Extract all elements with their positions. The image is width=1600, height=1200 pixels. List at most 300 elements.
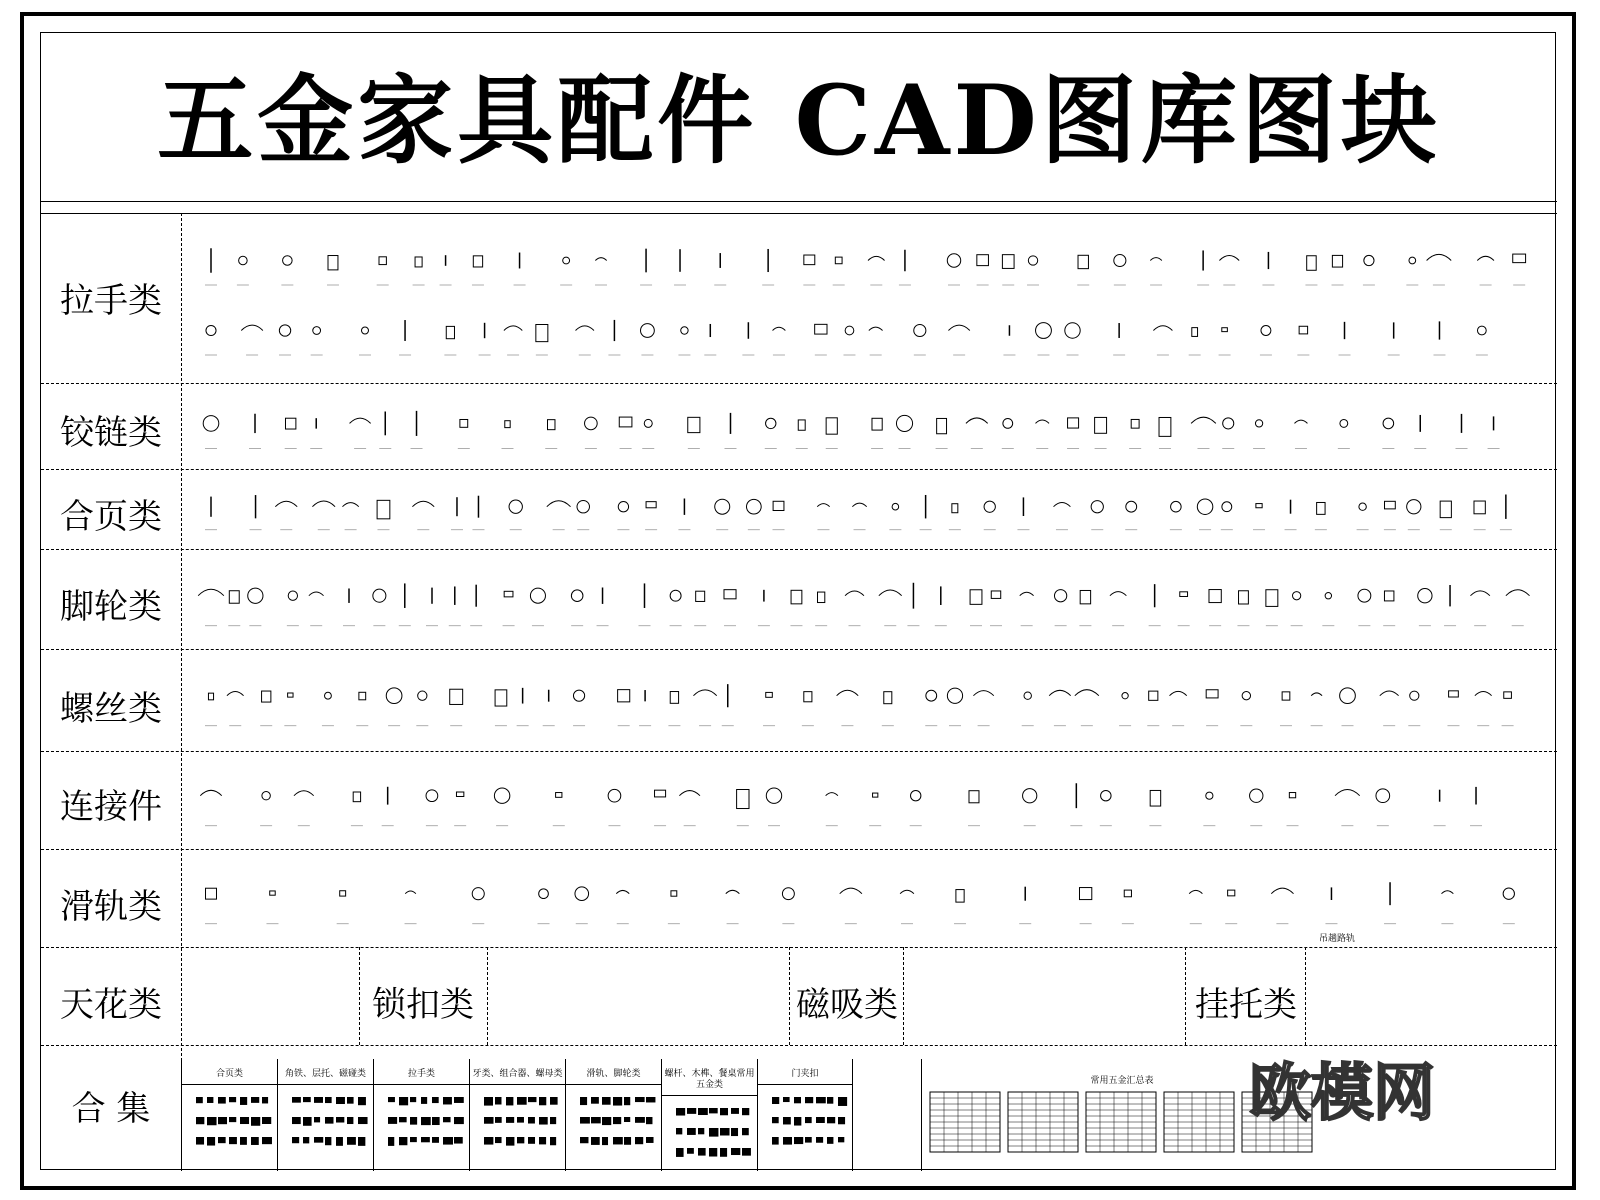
cad-symbol: [1153, 326, 1172, 331]
cad-symbol: [1325, 593, 1331, 599]
cad-symbol: [218, 1097, 226, 1104]
cad-symbol: [1209, 590, 1221, 603]
cad-symbol: [283, 256, 293, 266]
cad-symbol: [1054, 502, 1071, 506]
summary-table-title: 常用五金汇总表: [1090, 1076, 1154, 1086]
cad-symbol: [845, 591, 864, 596]
category-hangers: 挂托类: [1195, 985, 1297, 1025]
cad-symbol: [873, 793, 878, 797]
row-divider: [41, 947, 1557, 948]
cad-symbol: [262, 1137, 272, 1144]
cad-symbol: [1256, 504, 1262, 508]
row-divider: [41, 849, 1557, 850]
cad-symbol: [726, 890, 740, 893]
cad-symbol: [412, 501, 434, 506]
cad-symbol: [495, 1097, 502, 1105]
sub-divider: [903, 947, 904, 1045]
cad-symbol: [325, 692, 332, 699]
cad-symbol: [1020, 592, 1034, 595]
cad-symbol: [1477, 326, 1486, 335]
cad-symbol: [550, 1097, 558, 1105]
cad-symbol: [1506, 590, 1530, 596]
card-title: 螺杆、木榫、餐桌常用五金类: [664, 1069, 755, 1090]
cad-symbol: [1359, 503, 1366, 510]
cad-symbol: [1192, 328, 1198, 337]
cad-symbol: [1383, 418, 1394, 429]
cad-symbol: [460, 419, 468, 427]
card-title: 门夹扣: [791, 1069, 819, 1079]
card-title: 滑轨、脚轮类: [586, 1069, 641, 1079]
cad-symbol: [838, 1117, 845, 1124]
cad-symbol: [720, 1108, 728, 1115]
cad-symbol: [698, 1148, 706, 1156]
cad-symbol: [619, 417, 632, 427]
cad-symbol: [347, 1137, 356, 1145]
cad-symbol: [443, 1117, 451, 1122]
cad-symbol: [294, 791, 314, 796]
cad-symbol: [275, 501, 297, 506]
cad-symbol: [495, 1137, 502, 1143]
cad-symbol: [229, 591, 239, 603]
cad-symbol: [1255, 420, 1262, 427]
cad-symbol: [539, 889, 549, 899]
sub-divider: [1185, 947, 1186, 1045]
cad-symbol: [655, 790, 666, 797]
cad-symbol: [432, 1117, 440, 1125]
row-divider: [41, 751, 1557, 752]
cad-symbol: [805, 1097, 813, 1103]
cad-symbol: [1149, 691, 1158, 700]
casters-thumbnails: [191, 557, 1541, 643]
cad-symbol: [1385, 501, 1396, 509]
cad-symbol: [248, 588, 263, 603]
cad-symbol: [687, 1148, 694, 1154]
cad-symbol: [766, 692, 773, 697]
cad-symbol: [602, 1117, 611, 1125]
cad-symbol: [591, 1137, 600, 1145]
cad-symbol: [937, 418, 947, 433]
sub-divider: [789, 947, 790, 1045]
category-casters: 脚轮类: [60, 587, 162, 627]
cad-symbol: [892, 503, 899, 510]
cad-symbol: [432, 1137, 439, 1143]
cad-symbol: [709, 1108, 718, 1113]
cad-symbol: [977, 255, 989, 266]
cad-symbol: [312, 501, 335, 507]
cad-symbol: [1282, 692, 1290, 700]
cad-symbol: [288, 591, 297, 600]
cad-symbol: [742, 1148, 751, 1156]
cad-symbol: [1294, 420, 1307, 423]
cad-symbol: [399, 1097, 408, 1105]
cad-symbol: [1410, 691, 1419, 700]
cad-symbol: [585, 417, 598, 430]
cad-symbol: [595, 258, 606, 261]
cad-symbol: [340, 891, 346, 896]
cad-symbol: [208, 693, 213, 700]
cad-symbol: [1427, 254, 1452, 260]
cad-symbol: [229, 1117, 236, 1122]
cad-symbol: [742, 1128, 749, 1135]
cad-symbol: [509, 500, 522, 513]
card-title: 角铁、层托、磁碰类: [284, 1069, 366, 1079]
cad-symbol: [454, 1097, 464, 1103]
cad-symbol: [207, 1117, 217, 1125]
cad-symbol: [196, 1137, 204, 1145]
cad-symbol: [805, 1137, 812, 1143]
cad-symbol: [1114, 254, 1126, 266]
cad-symbol: [970, 590, 982, 605]
cad-symbol: [229, 1137, 237, 1144]
cad-symbol: [687, 1128, 696, 1135]
collection-card: [565, 1059, 661, 1171]
cad-symbol: [1293, 592, 1301, 600]
cad-symbol: [991, 591, 1000, 598]
cad-symbol: [421, 1137, 430, 1142]
cad-symbol: [681, 327, 688, 334]
cad-symbol: [270, 891, 275, 895]
cad-symbol: [421, 1117, 431, 1125]
slides-thumbnails: [191, 855, 1541, 944]
collection-card: [757, 1059, 853, 1171]
cad-symbol: [635, 1097, 645, 1102]
cad-symbol: [472, 888, 484, 900]
cad-symbol: [359, 692, 366, 700]
collection-card: [181, 1059, 277, 1171]
cad-symbol: [720, 1128, 730, 1135]
cad-symbol: [495, 690, 507, 706]
cad-symbol: [418, 691, 427, 700]
cad-symbol: [613, 1097, 622, 1106]
cad-symbol: [454, 1137, 463, 1144]
cad-symbol: [709, 1148, 717, 1157]
cad-symbol: [377, 500, 390, 518]
cad-symbol: [386, 688, 402, 704]
cad-symbol: [613, 1137, 623, 1144]
cad-symbol: [200, 790, 221, 795]
cad-symbol: [229, 1097, 236, 1102]
cad-symbol: [698, 1128, 704, 1134]
cad-symbol: [1311, 693, 1322, 696]
cad-symbol: [852, 503, 866, 507]
cad-symbol: [1131, 419, 1139, 428]
cad-symbol: [1384, 591, 1393, 601]
cad-symbol: [1223, 418, 1234, 429]
cad-symbol: [1126, 501, 1137, 512]
cad-symbol: [1122, 693, 1128, 699]
cad-symbol: [794, 1097, 801, 1103]
cad-symbol: [426, 790, 438, 802]
cad-symbol: [1513, 254, 1526, 263]
collection-card: [661, 1059, 757, 1171]
cad-symbol: [505, 421, 510, 428]
cad-symbol: [580, 1117, 590, 1124]
cad-symbol: [1271, 888, 1293, 894]
cad-symbol: [1504, 692, 1512, 698]
cad-symbol: [766, 788, 781, 803]
cad-symbol: [443, 1097, 452, 1104]
cad-symbol: [731, 1128, 738, 1136]
cad-symbol: [731, 1148, 740, 1155]
cad-symbol: [1191, 417, 1216, 423]
sub-divider: [487, 947, 488, 1045]
cad-symbol: [1222, 502, 1232, 512]
cad-symbol: [314, 1097, 323, 1103]
cad-symbol: [517, 1137, 524, 1143]
cad-symbol: [1475, 692, 1492, 696]
cad-symbol: [473, 256, 482, 267]
cad-symbol: [624, 1097, 630, 1105]
label-column-divider: [181, 213, 182, 1171]
cad-symbol: [350, 418, 371, 423]
cad-symbol: [313, 327, 321, 335]
cad-symbol: [1317, 502, 1325, 514]
category-collection: 合 集: [71, 1089, 151, 1129]
cad-symbol: [816, 1137, 823, 1143]
category-ceiling: 天花类: [60, 985, 162, 1025]
cad-symbol: [676, 1128, 682, 1134]
watermark: 欧模网: [1248, 1056, 1435, 1129]
cad-symbol: [835, 257, 842, 264]
cad-symbol: [1250, 789, 1263, 802]
cad-symbol: [379, 257, 386, 265]
cad-symbol: [517, 1097, 527, 1105]
cad-symbol: [900, 890, 914, 893]
cad-symbol: [624, 1117, 630, 1122]
cad-symbol: [956, 890, 964, 903]
cad-symbol: [1065, 323, 1080, 338]
cad-symbol: [973, 691, 993, 696]
cad-symbol: [285, 418, 295, 429]
cad-symbol: [506, 1137, 514, 1146]
cad-symbol: [1340, 419, 1348, 427]
cad-symbol: [240, 1117, 249, 1124]
cad-symbol: [1180, 592, 1188, 597]
cad-symbol: [484, 1097, 493, 1106]
cad-symbol: [288, 693, 293, 697]
cad-symbol: [602, 1097, 611, 1105]
cad-symbol: [240, 1097, 247, 1105]
cad-symbol: [969, 791, 979, 803]
cad-symbol: [528, 1137, 535, 1144]
cad-symbol: [773, 501, 784, 510]
cad-symbol: [1477, 256, 1494, 260]
cad-symbol: [325, 1117, 333, 1124]
cad-symbol: [926, 690, 937, 701]
cad-symbol: [947, 254, 960, 267]
cad-symbol: [577, 500, 589, 512]
cad-symbol: [251, 1117, 260, 1126]
cad-symbol: [432, 1097, 439, 1103]
cad-symbol: [720, 1148, 727, 1157]
cad-symbol: [911, 791, 921, 801]
cad-symbol: [838, 1137, 844, 1142]
cad-symbol: [325, 1097, 332, 1103]
cad-symbol: [613, 1117, 621, 1124]
cad-symbol: [196, 1097, 203, 1103]
cad-symbol: [373, 589, 386, 602]
cad-symbol: [644, 419, 652, 427]
cad-symbol: [624, 1137, 631, 1145]
cad-symbol: [641, 324, 655, 338]
cad-symbol: [1206, 690, 1218, 698]
cad-symbol: [804, 692, 812, 702]
category-hinges: 铰链类: [60, 413, 162, 453]
cad-symbol: [262, 691, 271, 702]
cad-symbol: [1197, 499, 1212, 514]
cad-symbol: [399, 1137, 407, 1145]
cad-symbol: [1080, 590, 1090, 603]
cad-symbol: [240, 1137, 247, 1145]
cad-symbol: [539, 1097, 546, 1105]
cad-symbol: [399, 1117, 407, 1122]
cad-symbol: [241, 325, 263, 330]
cad-symbol: [539, 1117, 548, 1125]
cad-symbol: [896, 415, 912, 431]
cad-symbol: [766, 418, 776, 428]
cad-symbol: [1261, 326, 1271, 336]
cad-symbol: [794, 1117, 801, 1126]
cad-symbol: [539, 1137, 546, 1144]
cad-symbol: [1079, 888, 1091, 900]
cad-symbol: [772, 1117, 779, 1123]
cad-symbol: [279, 325, 290, 336]
cad-symbol: [358, 1137, 365, 1146]
cad-symbol: [1002, 255, 1014, 269]
cad-symbol: [591, 1097, 599, 1104]
slide-note: 吊趟路轨: [1319, 934, 1356, 944]
row-divider: [41, 383, 1557, 384]
cad-symbol: [1449, 691, 1459, 697]
cad-symbol: [815, 324, 827, 334]
cad-symbol: [1068, 418, 1079, 428]
cad-symbol: [618, 502, 628, 512]
cad-symbol: [262, 1097, 268, 1103]
cad-symbol: [1332, 255, 1342, 267]
cad-symbol: [688, 417, 700, 432]
cad-symbol: [1409, 257, 1416, 264]
cad-symbol: [804, 255, 815, 265]
category-screws: 螺丝类: [60, 689, 162, 729]
cad-symbol: [671, 891, 677, 896]
cad-symbol: [1222, 328, 1228, 332]
cad-symbol: [1049, 690, 1071, 695]
cad-symbol: [1340, 688, 1356, 704]
cad-symbol: [879, 590, 902, 596]
cad-symbol: [415, 257, 422, 267]
cad-symbol: [1035, 420, 1049, 423]
cad-symbol: [443, 1137, 453, 1145]
cad-symbol: [1289, 793, 1295, 798]
cad-symbol: [826, 793, 838, 796]
cad-symbol: [1358, 589, 1371, 602]
title-divider: [41, 201, 1557, 202]
cad-symbol: [528, 1097, 536, 1102]
cad-symbol: [303, 1137, 309, 1143]
cad-symbol: [292, 1097, 301, 1103]
cad-symbol: [251, 1137, 259, 1145]
cad-symbol: [207, 1097, 213, 1103]
cad-symbol: [794, 1137, 803, 1144]
cad-symbol: [336, 1137, 343, 1146]
sub-divider: [359, 947, 360, 1045]
cad-symbol: [1095, 417, 1107, 433]
card-title: 合页类: [215, 1069, 243, 1079]
cad-symbol: [388, 1117, 397, 1124]
category-slides: 滑轨类: [60, 887, 162, 927]
cad-symbol: [1307, 256, 1316, 271]
cad-symbol: [670, 590, 681, 601]
cad-symbol: [571, 590, 583, 602]
cad-symbol: [805, 1117, 812, 1123]
cad-symbol: [206, 888, 217, 899]
cad-symbol: [827, 1137, 833, 1144]
cad-symbol: [347, 1097, 354, 1104]
card-title: 牙类、组合器、螺母类: [472, 1069, 563, 1079]
cad-symbol: [292, 1117, 301, 1124]
drawing-frame: [40, 32, 1556, 1170]
cad-symbol: [817, 504, 829, 507]
drawing-sheet: [20, 12, 1576, 1190]
category-leaf-hinges: 合页类: [60, 497, 162, 537]
cad-symbol: [884, 692, 892, 704]
cad-symbol: [1054, 590, 1066, 602]
cad-symbol: [1376, 789, 1390, 803]
cad-symbol: [325, 1137, 331, 1145]
cad-symbol: [1189, 890, 1202, 893]
cad-symbol: [342, 503, 358, 507]
cad-symbol: [679, 791, 700, 796]
cad-symbol: [303, 1117, 312, 1126]
cad-symbol: [456, 792, 463, 796]
cad-symbol: [198, 589, 224, 595]
cad-symbol: [410, 1117, 417, 1125]
cad-symbol: [1299, 326, 1307, 334]
cad-symbol: [791, 590, 802, 604]
cad-symbol: [746, 499, 761, 514]
row-divider: [41, 549, 1557, 550]
cad-symbol: [328, 256, 338, 270]
cad-symbol: [1503, 888, 1514, 899]
cad-symbol: [450, 689, 463, 704]
cad-symbol: [952, 504, 958, 513]
category-locks: 锁扣类: [372, 985, 474, 1025]
cad-symbol: [1219, 256, 1239, 261]
cad-symbol: [1380, 691, 1399, 696]
cad-symbol: [618, 690, 630, 702]
cad-symbol: [484, 1137, 493, 1145]
cad-symbol: [696, 591, 705, 601]
cad-symbol: [239, 256, 248, 265]
cad-symbol: [262, 791, 270, 799]
cad-symbol: [838, 1097, 847, 1106]
cad-symbol: [1003, 419, 1013, 429]
cad-symbol: [347, 1117, 353, 1124]
cad-symbol: [1335, 790, 1360, 796]
cad-symbol: [783, 1117, 791, 1124]
cad-symbol: [783, 1097, 790, 1102]
cad-symbol: [353, 792, 360, 802]
cad-symbol: [314, 1137, 323, 1143]
cad-symbol: [591, 1117, 601, 1123]
cad-symbol: [1078, 255, 1088, 268]
cad-symbol: [362, 327, 369, 334]
cad-symbol: [872, 418, 882, 430]
cad-symbol: [494, 788, 509, 803]
cad-symbol: [1474, 501, 1485, 514]
cad-symbol: [1091, 501, 1103, 513]
cad-symbol: [410, 1137, 417, 1142]
